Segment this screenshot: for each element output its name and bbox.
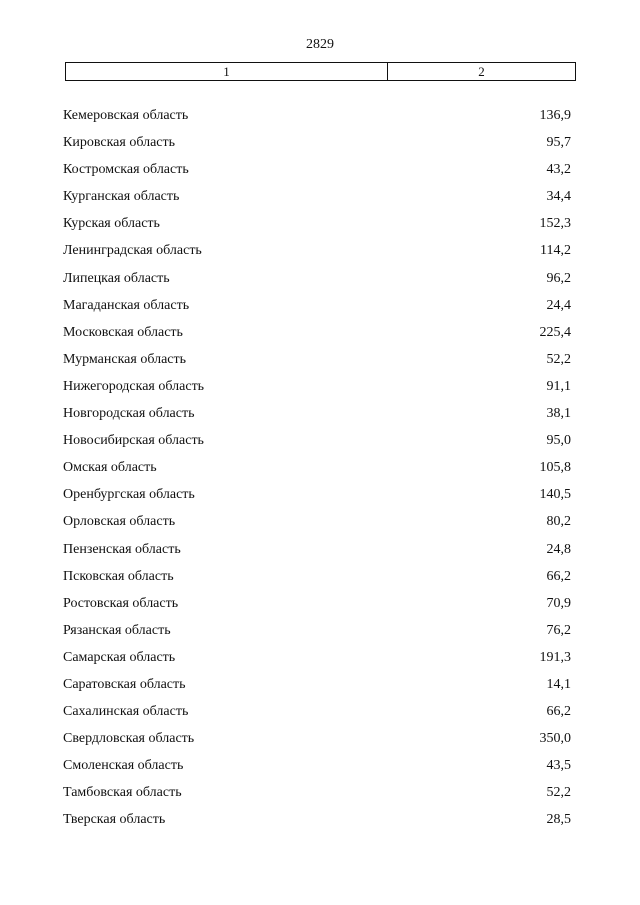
region-value: 76,2 bbox=[546, 622, 571, 638]
region-name: Курганская область bbox=[63, 189, 180, 205]
column-header-2: 2 bbox=[478, 64, 485, 79]
region-name: Новгородская область bbox=[63, 406, 195, 422]
table-row bbox=[63, 350, 571, 377]
table-row bbox=[63, 567, 571, 594]
region-name: Самарская область bbox=[63, 649, 176, 665]
region-table bbox=[63, 106, 571, 838]
region-name: Пензенская область bbox=[63, 541, 181, 557]
region-value: 114,2 bbox=[540, 243, 571, 259]
table-row bbox=[63, 106, 571, 133]
region-value: 24,8 bbox=[546, 541, 571, 557]
table-row bbox=[63, 160, 571, 187]
table-row bbox=[63, 269, 571, 296]
table-row bbox=[63, 296, 571, 323]
table-row bbox=[63, 810, 571, 837]
region-value: 136,9 bbox=[539, 108, 571, 123]
table-row bbox=[63, 756, 571, 783]
table-row bbox=[63, 187, 571, 214]
region-value: 66,2 bbox=[546, 704, 571, 720]
table-row bbox=[63, 540, 571, 567]
region-name: Кировская область bbox=[63, 135, 176, 151]
region-name: Оренбургская область bbox=[63, 487, 195, 503]
region-value: 28,5 bbox=[546, 812, 571, 828]
region-name: Сахалинская область bbox=[63, 704, 189, 720]
table-row bbox=[63, 485, 571, 512]
region-value: 95,0 bbox=[546, 433, 571, 449]
table-row bbox=[63, 702, 571, 729]
region-name: Московская область bbox=[63, 324, 183, 340]
table-row bbox=[63, 594, 571, 621]
table-row bbox=[63, 512, 571, 539]
region-value: 43,5 bbox=[546, 758, 571, 774]
table-row bbox=[63, 648, 571, 675]
region-name: Новосибирская область bbox=[63, 433, 204, 449]
region-name: Псковская область bbox=[63, 568, 174, 584]
region-name: Ростовская область bbox=[63, 595, 179, 611]
table-row bbox=[63, 241, 571, 268]
region-name: Тамбовская область bbox=[63, 785, 182, 801]
region-value: 225,4 bbox=[539, 324, 571, 340]
region-name: Курская область bbox=[63, 216, 160, 232]
table-row bbox=[63, 214, 571, 241]
region-value: 52,2 bbox=[546, 351, 571, 367]
region-value: 95,7 bbox=[546, 135, 571, 151]
region-name: Костромская область bbox=[63, 162, 189, 178]
region-name: Магаданская область bbox=[63, 297, 190, 313]
region-name: Орловская область bbox=[63, 514, 176, 530]
region-value: 191,3 bbox=[539, 649, 571, 665]
region-value: 66,2 bbox=[546, 568, 571, 584]
region-value: 24,4 bbox=[546, 297, 571, 313]
region-name: Липецкая область bbox=[63, 270, 170, 286]
region-name: Свердловская область bbox=[63, 731, 195, 747]
region-name: Омская область bbox=[63, 460, 157, 476]
table-row bbox=[63, 783, 571, 810]
column-header-1: 1 bbox=[66, 63, 388, 80]
table-row bbox=[63, 431, 571, 458]
region-name: Мурманская область bbox=[63, 351, 187, 367]
region-value: 96,2 bbox=[546, 270, 571, 286]
region-value: 34,4 bbox=[546, 189, 571, 205]
region-name: Ленинградская область bbox=[63, 243, 202, 259]
region-value: 140,5 bbox=[539, 487, 571, 503]
table-row bbox=[63, 404, 571, 431]
table-row bbox=[63, 729, 571, 756]
region-value: 105,8 bbox=[539, 460, 571, 476]
region-name: Саратовская область bbox=[63, 676, 186, 692]
region-value: 14,1 bbox=[546, 676, 571, 692]
region-value: 43,2 bbox=[546, 162, 571, 178]
table-row bbox=[63, 458, 571, 485]
region-name: Тверская область bbox=[63, 812, 166, 828]
column-header-row bbox=[65, 62, 576, 81]
table-row bbox=[63, 675, 571, 702]
table-row bbox=[63, 133, 571, 160]
page-number: 2829 bbox=[306, 37, 334, 52]
region-value: 70,9 bbox=[546, 595, 571, 611]
region-value: 152,3 bbox=[539, 216, 571, 232]
region-value: 52,2 bbox=[546, 785, 571, 801]
region-name: Кемеровская область bbox=[63, 108, 189, 123]
region-value: 350,0 bbox=[539, 731, 571, 747]
table-row bbox=[63, 621, 571, 648]
region-value: 38,1 bbox=[546, 406, 571, 422]
region-name: Смоленская область bbox=[63, 758, 184, 774]
region-value: 80,2 bbox=[546, 514, 571, 530]
region-value: 91,1 bbox=[546, 378, 571, 394]
table-row bbox=[63, 323, 571, 350]
region-name: Нижегородская область bbox=[63, 378, 205, 394]
table-row bbox=[63, 377, 571, 404]
region-name: Рязанская область bbox=[63, 622, 171, 638]
